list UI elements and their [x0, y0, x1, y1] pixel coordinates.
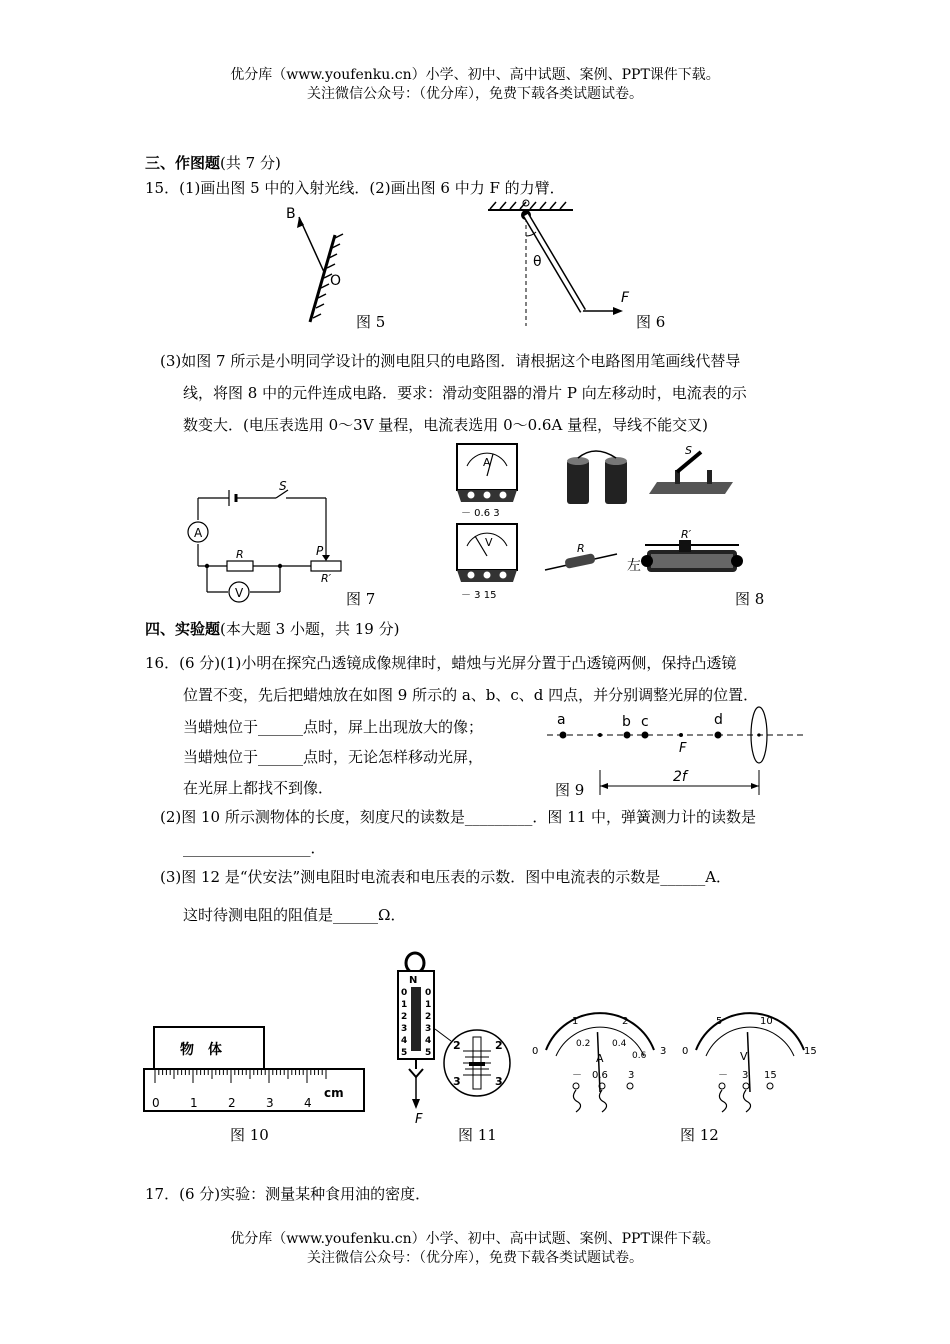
fig12-caption: 图 12: [680, 1126, 719, 1144]
fig5-caption: 图 5: [356, 313, 386, 331]
fig12-a-outer-2: 2: [622, 1016, 629, 1027]
figure-7: [185, 480, 355, 600]
q15-line-1: 15．(1)画出图 5 中的入射光线．(2)画出图 6 中力 F 的力臂．: [145, 179, 565, 197]
fig12-a-outer-3: 3: [660, 1046, 667, 1057]
fig12-a-term-3: 3: [628, 1070, 635, 1081]
fig8-resistor: [545, 542, 617, 570]
q16-line-2: 位置不变，先后把蜡烛放在如图 9 所示的 a、b、c、d 四点，并分别调整光屏的位置．: [183, 686, 759, 704]
fig8-caption: 图 8: [735, 590, 765, 608]
fig12-a-term-neg: －: [572, 1070, 582, 1081]
fig12-v-outer-1: 5: [716, 1016, 723, 1027]
fig7-label-r: R: [236, 548, 244, 561]
q15-part3-line-2: 线，将图 8 中的元件连成电路．要求：滑动变阻器的滑片 P 向左移动时，电流表的示: [183, 384, 747, 402]
svg-text:0: 0: [425, 988, 432, 998]
footer-line-1: 优分库（www.youfenku.cn）小学、初中、高中试题、案例、PPT课件下载。: [230, 1231, 720, 1247]
header-line-2: 关注微信公众号：（优分库），免费下载各类试题试卷。: [307, 86, 643, 102]
fig12-a-outer-1: 1: [572, 1016, 579, 1027]
fig7-label-rp: R′: [321, 572, 332, 585]
figure-12: [528, 1010, 818, 1120]
fig9-label-b: b: [622, 714, 631, 730]
svg-text:2: 2: [495, 1039, 503, 1052]
fig11-caption: 图 11: [458, 1126, 497, 1144]
fig11-scale-1: 1: [401, 1000, 408, 1010]
fig8-label-r: R: [577, 542, 585, 555]
fig10-unit: cm: [324, 1086, 344, 1100]
fig9-point-d: [715, 732, 722, 739]
q15-part3-line-3: 数变大．(电压表选用 0～3V 量程，电流表选用 0～0.6A 量程，导线不能交叉): [183, 416, 708, 434]
fig7-label-a: A: [194, 526, 203, 540]
svg-text:5: 5: [425, 1048, 432, 1058]
q17-line-1: 17．(6 分)实验：测量某种食用油的密度．: [145, 1185, 431, 1203]
q16-line-1: 16．(6 分)(1)小明在探究凸透镜成像规律时，蜡烛与光屏分置于凸透镜两侧，保持凸透镜: [145, 654, 737, 672]
figure-6: [485, 198, 635, 328]
fig9-caption: 图 9: [555, 781, 585, 799]
svg-text:1: 1: [425, 1000, 432, 1010]
figure-11: [385, 945, 515, 1125]
fig8-label-s: S: [685, 444, 692, 457]
fig11-label-n: N: [409, 975, 418, 986]
fig8-label-left: 左: [627, 558, 641, 574]
section-4-title-bold: 四、实验题: [145, 620, 221, 638]
q16-line-4: 当蜡烛位于______点时，无论怎样移动光屏，: [183, 748, 484, 766]
fig8-ammeter-label: A: [483, 456, 491, 469]
section-3-title: [145, 152, 281, 173]
fig7-label-p: P: [316, 544, 324, 558]
svg-text:3: 3: [425, 1024, 432, 1034]
fig12-a-term-06: 0.6: [592, 1070, 608, 1081]
fig7-label-v: V: [235, 586, 244, 600]
fig9-label-2f: 2f: [673, 769, 687, 785]
fig9-label-a: a: [557, 712, 566, 728]
fig8-ammeter: [457, 444, 517, 519]
fig8-ammeter-terminals: － 0.6 3: [461, 508, 500, 519]
fig12-v-outer-0: 0: [682, 1046, 689, 1057]
section-4-title-rest: (本大题 3 小题，共 19 分): [220, 620, 400, 638]
fig12-v-outer-3: 15: [804, 1046, 817, 1057]
fig9-point-c: [642, 732, 649, 739]
page-header: [0, 66, 950, 104]
header-line-1: 优分库（www.youfenku.cn）小学、初中、高中试题、案例、PPT课件下载。: [230, 67, 720, 83]
svg-text:4: 4: [425, 1036, 432, 1046]
fig9-label-f: F: [679, 741, 687, 756]
section-3-title-bold: 三、作图题: [145, 154, 221, 172]
fig8-voltmeter: [457, 524, 517, 601]
fig5-label-o: O: [330, 273, 342, 289]
fig10-object-label: 物 体: [180, 1042, 222, 1058]
fig8-voltmeter-terminals: － 3 15: [461, 590, 497, 601]
fig10-tick-1: 1: [190, 1096, 198, 1110]
fig11-zoom-2: 2: [453, 1039, 461, 1052]
fig9-label-d: d: [714, 712, 723, 728]
fig12-a-inner-2: 0.4: [612, 1039, 627, 1049]
q16-part3-line-1: (3)图 12 是“伏安法”测电阻时电流表和电压表的示数．图中电流表的示数是______A．: [160, 868, 732, 886]
figure-8: [445, 440, 765, 610]
svg-text:3: 3: [495, 1075, 503, 1088]
fig11-scale-3: 3: [401, 1024, 408, 1034]
fig11-scale-0: 0: [401, 988, 408, 998]
q16-part2-line-1: (2)图 10 所示测物体的长度，刻度尺的读数是_________．图 11 中，弹簧测力计的读数是: [160, 808, 756, 826]
fig7-caption: 图 7: [346, 590, 376, 608]
page-footer: [0, 1230, 950, 1268]
fig12-a-inner-3: 0.6: [632, 1051, 647, 1061]
fig8-switch: [649, 444, 733, 494]
fig12-v-term-3: 3: [742, 1070, 749, 1081]
fig10-tick-0: 0: [152, 1096, 160, 1110]
q15-part3-line-1: (3)如图 7 所示是小明同学设计的测电阻只的电路图．请根据这个电路图用笔画线代替导: [160, 352, 741, 370]
fig9-point-b: [624, 732, 631, 739]
q16-line-3: 当蜡烛位于______点时，屏上出现放大的像；: [183, 718, 484, 736]
fig12-voltmeter-needle: [747, 1032, 750, 1092]
fig12-a-outer-0: 0: [532, 1046, 539, 1057]
fig12-a-inner-1: 0.2: [576, 1039, 591, 1049]
fig10-tick-3: 3: [266, 1096, 274, 1110]
fig12-voltmeter-label: V: [740, 1050, 748, 1063]
fig10-caption: 图 10: [230, 1126, 269, 1144]
fig11-scale-2: 2: [401, 1012, 408, 1022]
fig8-label-rp: R′: [681, 528, 692, 541]
q16-part3-line-2: 这时待测电阻的阻值是______Ω．: [183, 906, 406, 924]
q16-line-5: 在光屏上都找不到像．: [183, 779, 334, 797]
fig12-v-term-neg: －: [718, 1070, 728, 1081]
section-4-title: [145, 618, 399, 639]
fig7-label-s: S: [279, 479, 287, 493]
fig9-point-a: [560, 732, 567, 739]
fig8-rheostat: [641, 528, 743, 572]
fig6-label-f: F: [621, 290, 630, 306]
fig8-voltmeter-label: V: [485, 536, 493, 549]
section-3-title-rest: (共 7 分): [220, 154, 281, 172]
fig10-tick-4: 4: [304, 1096, 312, 1110]
q16-part2-line-2: _________________．: [183, 839, 326, 857]
svg-text:2: 2: [425, 1012, 432, 1022]
fig11-scale-4: 4: [401, 1036, 408, 1046]
fig12-v-outer-2: 10: [760, 1016, 773, 1027]
fig12-v-term-15: 15: [764, 1070, 777, 1081]
fig12-ammeter: [532, 1013, 666, 1112]
fig5-label-b: B: [286, 206, 296, 222]
fig9-label-c: c: [641, 714, 649, 730]
footer-line-2: 关注微信公众号：（优分库），免费下载各类试题试卷。: [307, 1250, 643, 1266]
fig6-caption: 图 6: [636, 313, 666, 331]
fig11-label-f: F: [415, 1112, 423, 1127]
fig12-voltmeter: [682, 1013, 817, 1112]
fig11-zoom-3: 3: [453, 1075, 461, 1088]
figure-10: [142, 1025, 367, 1115]
fig12-ammeter-label: A: [596, 1052, 604, 1065]
fig10-tick-2: 2: [228, 1096, 236, 1110]
fig11-scale-5: 5: [401, 1048, 408, 1058]
fig8-battery: [567, 451, 627, 504]
fig6-label-theta: θ: [533, 254, 542, 270]
